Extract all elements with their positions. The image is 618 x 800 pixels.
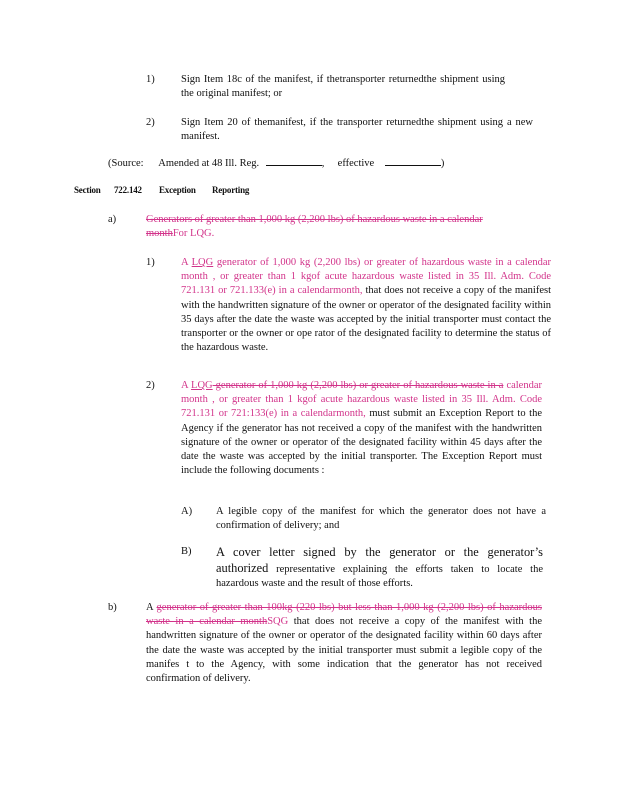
b-deleted: generator of greater than 100kg (220 lbs) but less than 1,000 kg (2,200 lbs) of hazardous waste in a calendar month [146, 602, 542, 628]
subsection-a-deleted: Generators of greater than 1,000 kg (2,200 lbs) of hazardous waste in a calendar month [146, 214, 483, 240]
source-separator: , [321, 158, 325, 169]
section-number: 722.142 [114, 185, 142, 195]
subsection-a-inserted: For LQG [172, 228, 212, 240]
subsection-b-label: b) [108, 602, 117, 613]
item-1-text: Sign Item 18c of the manifest, if thetransporter returnedthe shipment using the original manifest; or [181, 74, 505, 100]
subsection-a-label: a) [108, 214, 117, 225]
b-remaining-text: that does not receive a copy of the manifest with the handwritten signature of the owner or operator of the designated facility within 60 days after the date the waste was accepted by the initial transporter must submit a legible copy of the manifes t to the Agency, with some indication that the generator has not received confirmation of delivery. [146, 616, 542, 685]
a1-article: A [181, 257, 192, 268]
subsection-a-end: . [211, 228, 215, 240]
a2-deleted: generator of 1,000 kg (2,200 lbs) or greater of hazardous waste in a [212, 380, 504, 391]
a2-inserted-lqg: LQG [191, 380, 213, 391]
section-word: Section [74, 185, 101, 195]
a1-inserted-text: generator of 1,000 kg (2,200 lbs) or greater of hazardous waste in a calendar month , or greater than 1 kgof acute hazardous waste listed in 35 Ill. Adm. Code 721.131 or 721.133(e) in a calendarmonth, [181, 257, 551, 297]
source-effective: effective [337, 158, 375, 169]
source-amended: Amended at 48 Ill. Reg. [158, 158, 260, 169]
a2-remaining-text: must submit an Exception Report to the Agency if the generator has not received a copy of the manifest with the handwritten signature of the owner or operator of the designated facility within 45 days after the date the waste was accepted by the initial transporter. The Exception Report must include the following documents : [181, 408, 542, 477]
subsection-b-text [146, 601, 542, 686]
b-inserted-sqg: SQG [267, 616, 289, 628]
section-title-2: Reporting [212, 185, 250, 195]
a1-remaining-text: that does not receive a copy of the manifest with the handwritten signature of the owner or operator of the designated facility within 35 days after the date the waste was accepted by the initial transporter must contact the transporter or the owner or ope rator of the designated facility to determine the status of the hazardous waste. [181, 285, 552, 354]
a2-inserted-text: calendar month , or greater than 1 kgof acute hazardous waste listed in 35 Ill. Adm. Code 721.131 or 721:133(e) in a calendarmonth, [181, 380, 542, 420]
source-prefix: (Source: [108, 158, 144, 169]
item-2-label: 2) [146, 117, 155, 128]
source-date-blank [385, 165, 441, 166]
b-article: A [146, 602, 157, 613]
source-suffix: ) [440, 158, 445, 169]
a1-label: 1) [146, 257, 155, 268]
a2A-label: A) [181, 506, 193, 517]
a2B-text [216, 545, 543, 592]
a2-article: A [181, 380, 192, 391]
a2B-large-text: A cover letter signed by the generator or the generator’s authorized [216, 545, 543, 576]
a2B-small-text: representative explaining the efforts taken to locate the hazardous waste and the result of those efforts. [216, 564, 544, 590]
a1-text [181, 256, 551, 355]
a2A-text: A legible copy of the manifest for which the generator does not have a confirmation of delivery; and [216, 506, 546, 532]
item-2-text: Sign Item 20 of themanifest, if the transporter returnedthe shipment using a new manifest. [181, 117, 533, 143]
a2-text [181, 379, 542, 478]
a2B-label: B) [181, 546, 192, 557]
section-title-1: Exception [159, 185, 196, 195]
item-1-label: 1) [146, 74, 155, 85]
source-register-blank [266, 165, 322, 166]
a1-inserted-lqg: LQG [191, 257, 214, 268]
source-note [108, 157, 444, 171]
a2-label: 2) [146, 380, 155, 391]
subsection-a-text [146, 213, 524, 241]
